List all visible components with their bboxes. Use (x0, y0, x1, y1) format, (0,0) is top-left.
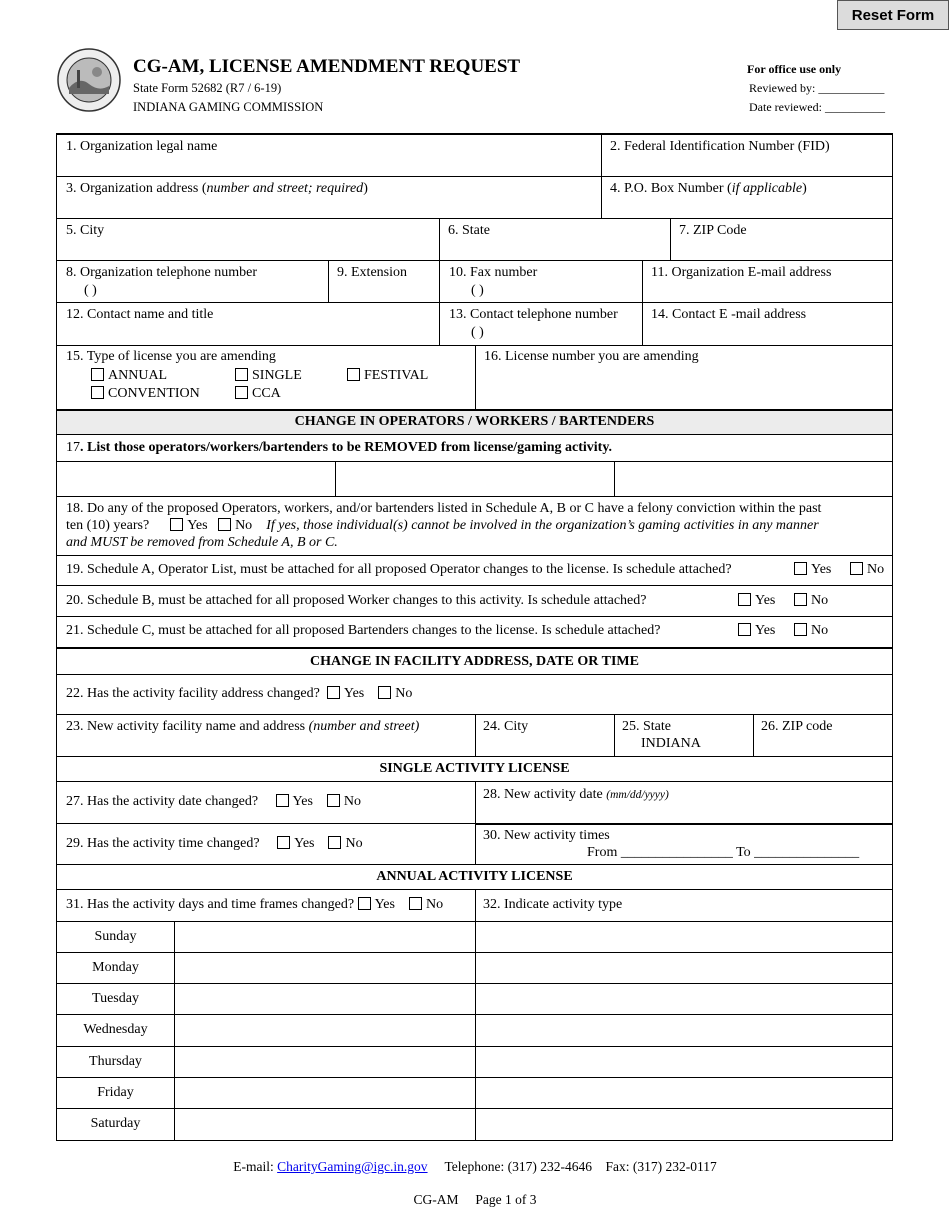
divider (56, 496, 893, 497)
q18-line3: and MUST be removed from Schedule A, B or C. (66, 535, 338, 550)
state-label[interactable]: 6. State (448, 223, 490, 238)
divider (614, 714, 615, 756)
q29-no-checkbox[interactable] (328, 836, 341, 849)
q23-label[interactable]: 23. New activity facility name and address (number and street) (66, 719, 420, 734)
divider (56, 864, 893, 865)
q25-value: INDIANA (641, 736, 701, 751)
indiana-state-seal-icon (57, 48, 121, 112)
q18-line2: ten (10) years? Yes No If yes, those individual(s) cannot be involved in the organization’s gaming activities in any manner (66, 518, 819, 533)
day-wednesday: Wednesday (83, 1022, 148, 1037)
org-email-label[interactable]: 11. Organization E-mail address (651, 265, 832, 280)
contact-name-label[interactable]: 12. Contact name and title (66, 307, 214, 322)
divider (328, 260, 329, 302)
q31-label: 31. Has the activity days and time frames changed? Yes No (66, 897, 444, 912)
q21-no[interactable]: No (794, 623, 828, 639)
divider (56, 461, 893, 462)
section-operators: CHANGE IN OPERATORS / WORKERS / BARTENDERS (294, 414, 655, 429)
q28-label[interactable]: 28. New activity date (mm/dd/yyyy) (483, 787, 669, 802)
q30-from-to[interactable]: From ________________ To _______________ (587, 845, 860, 860)
annual-option[interactable]: ANNUAL (91, 368, 167, 384)
divider (56, 260, 893, 261)
q17-label: 17. List those operators/workers/bartenders to be REMOVED from license/gaming activity. (66, 440, 613, 455)
q19-yes-checkbox[interactable] (794, 562, 807, 575)
q21-yes-checkbox[interactable] (738, 623, 751, 636)
divider (642, 260, 643, 345)
contact-email-label[interactable]: 14. Contact E -mail address (651, 307, 807, 322)
q32-label: 32. Indicate activity type (483, 897, 623, 912)
cca-checkbox[interactable] (235, 386, 248, 399)
q29-yes-checkbox[interactable] (277, 836, 290, 849)
day-friday: Friday (97, 1085, 134, 1100)
divider (56, 302, 893, 303)
q22-no-checkbox[interactable] (378, 686, 391, 699)
divider (56, 647, 893, 649)
q21-yes[interactable]: Yes (738, 623, 775, 639)
section-single: SINGLE ACTIVITY LICENSE (379, 761, 570, 776)
q19-no[interactable]: No (850, 562, 884, 578)
q19-label: 19. Schedule A, Operator List, must be attached for all proposed Operator changes to the license. Is schedule attached? (66, 562, 732, 577)
divider (56, 218, 893, 219)
day-sunday: Sunday (94, 929, 137, 944)
q20-yes[interactable]: Yes (738, 593, 775, 609)
q19-yes[interactable]: Yes (794, 562, 831, 578)
org-address-label[interactable]: 3. Organization address (number and street; required) (66, 181, 368, 196)
reviewed-by: Reviewed by: ___________ (749, 81, 885, 95)
license-number-label[interactable]: 16. License number you are amending (484, 349, 699, 364)
date-reviewed: Date reviewed: __________ (749, 100, 885, 114)
state-form-number: State Form 52682 (R7 / 6-19) (133, 81, 282, 95)
divider (475, 889, 476, 1141)
single-checkbox[interactable] (235, 368, 248, 381)
q21-no-checkbox[interactable] (794, 623, 807, 636)
q20-no-checkbox[interactable] (794, 593, 807, 606)
q21-label: 21. Schedule C, must be attached for all proposed Bartenders changes to the license. Is schedule attached? (66, 623, 661, 638)
section-annual: ANNUAL ACTIVITY LICENSE (376, 869, 573, 884)
q18-no-checkbox[interactable] (218, 518, 231, 531)
divider (601, 134, 602, 218)
divider (56, 674, 893, 675)
q25-label: 25. State (622, 719, 671, 734)
divider (439, 218, 440, 345)
agency-name: INDIANA GAMING COMMISSION (133, 100, 324, 114)
divider (475, 345, 476, 409)
divider (614, 461, 615, 496)
convention-checkbox[interactable] (91, 386, 104, 399)
email-link[interactable]: CharityGaming@igc.in.gov (277, 1159, 428, 1174)
contact-footer: E-mail: CharityGaming@igc.in.gov Telephone: (317) 232-4646 Fax: (317) 232-0117 (233, 1159, 717, 1174)
contact-phone-paren: ( ) (471, 325, 484, 340)
cca-option[interactable]: CCA (235, 386, 281, 402)
q22-yes-checkbox[interactable] (327, 686, 340, 699)
divider (56, 176, 893, 177)
q31-yes-checkbox[interactable] (358, 897, 371, 910)
q30-label: 30. New activity times (483, 828, 610, 843)
divider (56, 555, 893, 556)
page-number: CG-AM Page 1 of 3 (413, 1192, 537, 1207)
divider (56, 616, 893, 617)
q27-yes-checkbox[interactable] (276, 794, 289, 807)
city-label[interactable]: 5. City (66, 223, 105, 238)
day-saturday: Saturday (90, 1116, 141, 1131)
q27-label: 27. Has the activity date changed? Yes No (66, 794, 362, 809)
zip-label[interactable]: 7. ZIP Code (679, 223, 747, 238)
divider (753, 714, 754, 756)
divider (56, 434, 893, 435)
form-title: CG-AM, LICENSE AMENDMENT REQUEST (133, 56, 521, 77)
divider (670, 218, 671, 260)
divider (56, 585, 893, 586)
convention-option[interactable]: CONVENTION (91, 386, 200, 402)
q19-no-checkbox[interactable] (850, 562, 863, 575)
org-phone-paren: ( ) (84, 283, 97, 298)
day-monday: Monday (92, 960, 139, 975)
q20-no[interactable]: No (794, 593, 828, 609)
divider (56, 756, 893, 757)
q22-label: 22. Has the activity facility address changed? Yes No (66, 686, 413, 701)
q18-yes-checkbox[interactable] (170, 518, 183, 531)
org-legal-name-label[interactable]: 1. Organization legal name (66, 139, 218, 154)
reset-form-button[interactable]: Reset Form (837, 0, 949, 30)
festival-checkbox[interactable] (347, 368, 360, 381)
office-use-heading: For office use only (747, 62, 842, 76)
q18-line1: 18. Do any of the proposed Operators, workers, and/or bartenders listed in Schedule A, B or C have a felony conviction within the past (66, 501, 822, 516)
fax-label[interactable]: 10. Fax number (449, 265, 538, 280)
q20-label: 20. Schedule B, must be attached for all proposed Worker changes to this activity. Is schedule attached? (66, 593, 647, 608)
q29-label: 29. Has the activity time changed? Yes No (66, 836, 363, 851)
contact-phone-label[interactable]: 13. Contact telephone number (449, 307, 618, 322)
fax-paren: ( ) (471, 283, 484, 298)
license-type-label: 15. Type of license you are amending (66, 349, 276, 364)
fid-label[interactable]: 2. Federal Identification Number (FID) (610, 139, 830, 154)
divider (174, 921, 175, 1141)
day-tuesday: Tuesday (92, 991, 139, 1006)
divider (475, 781, 476, 864)
festival-option[interactable]: FESTIVAL (347, 368, 428, 384)
q26-label[interactable]: 26. ZIP code (761, 719, 833, 734)
po-box-label[interactable]: 4. P.O. Box Number (if applicable) (610, 181, 807, 196)
divider (56, 133, 893, 135)
divider (475, 714, 476, 756)
annual-checkbox[interactable] (91, 368, 104, 381)
q24-label[interactable]: 24. City (483, 719, 529, 734)
q27-no-checkbox[interactable] (327, 794, 340, 807)
divider (335, 461, 336, 496)
divider (56, 823, 475, 824)
section-facility: CHANGE IN FACILITY ADDRESS, DATE OR TIME (310, 654, 639, 669)
q20-yes-checkbox[interactable] (738, 593, 751, 606)
org-phone-label[interactable]: 8. Organization telephone number (66, 265, 258, 280)
q31-no-checkbox[interactable] (409, 897, 422, 910)
day-thursday: Thursday (89, 1054, 142, 1069)
extension-label[interactable]: 9. Extension (337, 265, 407, 280)
divider (475, 823, 893, 825)
single-option[interactable]: SINGLE (235, 368, 302, 384)
